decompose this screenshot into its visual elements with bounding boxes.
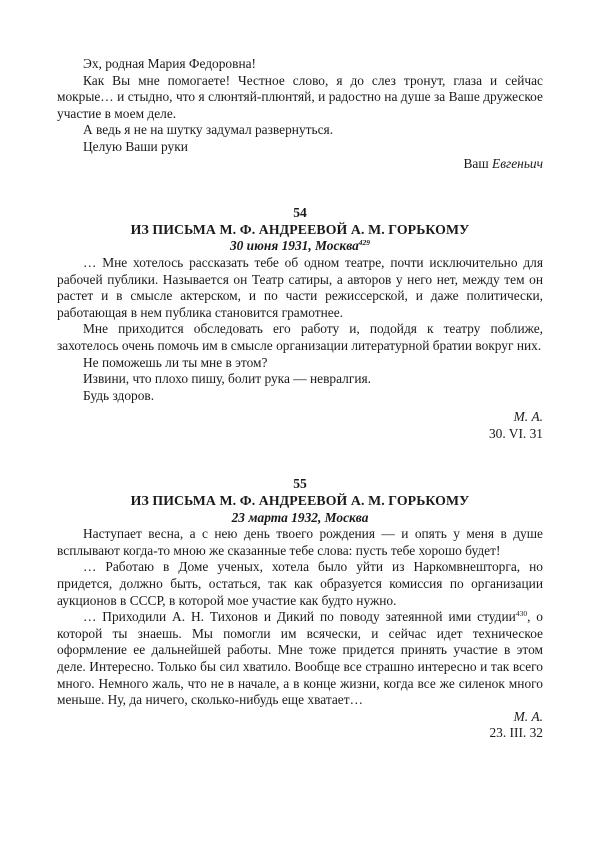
paragraph: Извини, что плохо пишу, болит рука — невралгия. (83, 371, 372, 387)
paragraph: Будь здоров. (83, 387, 155, 403)
letter-date: 23 марта 1932, Москва (231, 509, 369, 525)
footnote-ref[interactable]: 429 (358, 238, 371, 248)
paragraph: Как Вы мне помогаете! Честное слово, я до слез тронут, глаза и сейчас мокрые… и стыдно, что я слюнтяй-плюнтяй, и радостно на душе за Ваше дружеское участие в моем деле. (57, 72, 543, 121)
paragraph: … Работаю в Доме ученых, хотела было уйти из Наркомвнешторга, но придется, должно быть, остаться, так как образуется комиссия по организации аукционов в СССР, в которой мое участие как будто нужно. (57, 559, 543, 608)
signed-date: 30. VI. 31 (488, 425, 543, 441)
letter-title: ИЗ ПИСЬМА М. Ф. АНДРЕЕВОЙ А. М. ГОРЬКОМУ (130, 221, 470, 237)
letter-title: ИЗ ПИСЬМА М. Ф. АНДРЕЕВОЙ А. М. ГОРЬКОМУ (130, 493, 470, 509)
paragraph: Наступает весна, а с нею день твоего рождения — и опять у меня в душе всплывают когда-то мною же сказанные тебе слова: пусть тебе хорошо будет! (57, 526, 543, 558)
paragraph: … Приходили А. Н. Тихонов и Дикий по поводу затеянной ими студии$^{430}$, о которой ты знаешь. Мы помогли им всячески, и сейчас идет техническое оформление ее дальнейшей работы. Мне тоже придется принять участие в этом деле. Интересно. Только бы сил хватило. Вообще все страшно интересно и так всего много. Немного жаль, что не в начале, а в конце жизни, когда все же силенок много меньше. Ну, да ничего, сколько-нибудь еще хватает… (57, 609, 544, 708)
footnote-ref[interactable]: 430 (515, 609, 528, 619)
signature-prefix: Ваш (463, 155, 489, 171)
letter-continuation (57, 56, 543, 172)
signed-date: 23. III. 32 (489, 725, 543, 741)
letter-55 (57, 476, 543, 742)
paragraph: Эх, родная Мария Федоровна! (83, 56, 257, 71)
paragraph: Мне приходится обследовать его работу и, подойдя к театру поближе, захотелось очень помочь им в смысле организации литературной братии вокруг них. (57, 321, 543, 353)
signature: М. А. (513, 708, 543, 724)
letter-54 (57, 205, 543, 442)
signature (57, 156, 543, 173)
paragraph: А ведь я не на шутку задумал развернуться. (83, 122, 334, 138)
paragraph: Не поможешь ли ты мне в этом? (83, 354, 268, 370)
paragraph: … Мне хотелось рассказать тебе об одном театре, почти исключительно для рабочей публики. Называется он Театр сатиры, а авторов у него нет, между тем он растет и в смысле актерском, и по части режиссерской, и даже политически, работающая в нем публика становится грамотнее. (57, 254, 543, 320)
letter-number: 55 (293, 476, 307, 492)
signature: М. А. (513, 409, 543, 425)
signature-name: Евгеньич (492, 155, 543, 171)
letter-date: 30 июня 1931, Москва$^{429}$ (229, 238, 371, 254)
paragraph: Целую Ваши руки (83, 138, 188, 154)
document-page (57, 56, 543, 742)
letter-number: 54 (293, 205, 307, 221)
